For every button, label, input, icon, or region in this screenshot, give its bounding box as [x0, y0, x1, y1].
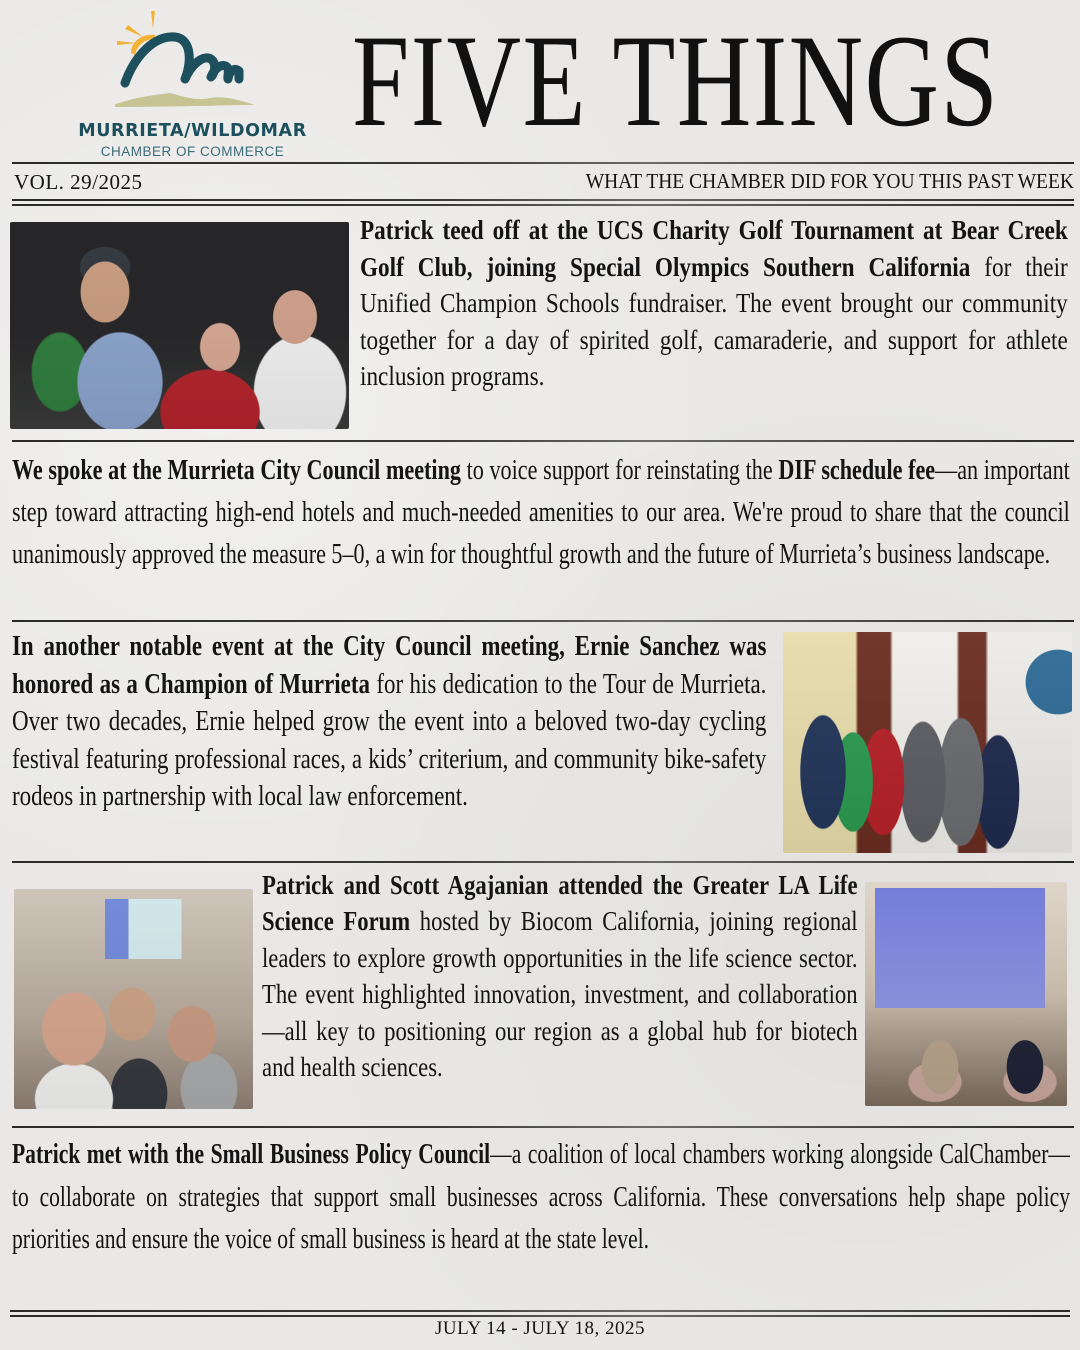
chamber-logo: [60, 5, 325, 159]
article-golf-tournament: [360, 212, 1068, 395]
divider: [10, 1310, 1070, 1312]
article-body: to voice support for reinstating the: [460, 455, 779, 486]
forum-selfie-photo: [14, 889, 253, 1109]
logo-name: MURRIETA/WILDOMAR: [78, 121, 307, 141]
logo-mark-icon: [115, 5, 275, 115]
article-headline: Patrick met with the Small Business Policy Council: [12, 1139, 491, 1170]
golf-tournament-photo: [10, 222, 349, 429]
article-body: hosted by Biocom California, joining regional leaders to explore growth opportunities in the life science sector. The event highlighted innovation, investment, and collaboration—all key to positioning our region as a global hub for biotech and health sciences.: [262, 906, 858, 1083]
divider: [12, 861, 1074, 863]
tagline: WHAT THE CHAMBER DID FOR YOU THIS PAST WEEK: [585, 169, 1074, 193]
article-life-science-forum: [262, 867, 858, 1085]
logo-subtitle: CHAMBER OF COMMERCE: [100, 144, 285, 159]
divider: [12, 620, 1074, 622]
article-headline: In another notable event at the City Council meeting, Ernie Sanchez was honored as a Champion of Murrieta: [12, 631, 767, 700]
article-headline: We spoke at the Murrieta City Council meeting: [12, 455, 461, 486]
article-headline: Patrick teed off at the UCS Charity Golf Tournament at Bear Creek Golf Club, joining Special Olympics Southern California: [360, 215, 1068, 282]
divider: [12, 1126, 1074, 1128]
article-body: —a coalition of local chambers working alongside CalChamber—to collaborate on strategies that support small businesses across California. These conversations help shape policy priorities and ensure the voice of small business is heard at the state level.: [12, 1139, 1070, 1255]
date-range: JULY 14 - JULY 18, 2025: [435, 1318, 645, 1339]
page-title: FIVE THINGS: [352, 7, 1000, 154]
article-body: —an important step toward attracting high-end hotels and much-needed amenities to our area. We're proud to share that the council unanimously approved the measure 5–0, a win for thoughtful growth and the future of Murrieta’s business landscape.: [12, 455, 1070, 570]
article-city-council-dif: [12, 450, 1070, 576]
divider: [12, 162, 1074, 164]
divider: [12, 440, 1074, 442]
article-small-business-council: [12, 1134, 1070, 1262]
divider: [12, 199, 1074, 201]
divider: [12, 204, 1074, 206]
volume-label: VOL. 29/2025: [14, 170, 143, 194]
article-body: for his dedication to the Tour de Murrieta. Over two decades, Ernie helped grow the event into a beloved two-day cycling festival featuring professional races, a kids’ criterium, and community bike-safety rodeos in partnership with local law enforcement.: [12, 668, 767, 812]
article-highlight: DIF schedule fee: [778, 455, 936, 486]
divider: [10, 1315, 1070, 1317]
article-champion-of-murrieta: [12, 628, 766, 816]
article-headline: Patrick and Scott Agajanian attended the Greater LA Life Science Forum: [262, 870, 858, 937]
forum-panel-photo: [865, 882, 1067, 1106]
city-council-photo: [783, 632, 1072, 853]
article-body: for their Unified Champion Schools fundraiser. The event brought our community together for a day of spirited golf, camaraderie, and support for athlete inclusion programs.: [360, 251, 1068, 392]
